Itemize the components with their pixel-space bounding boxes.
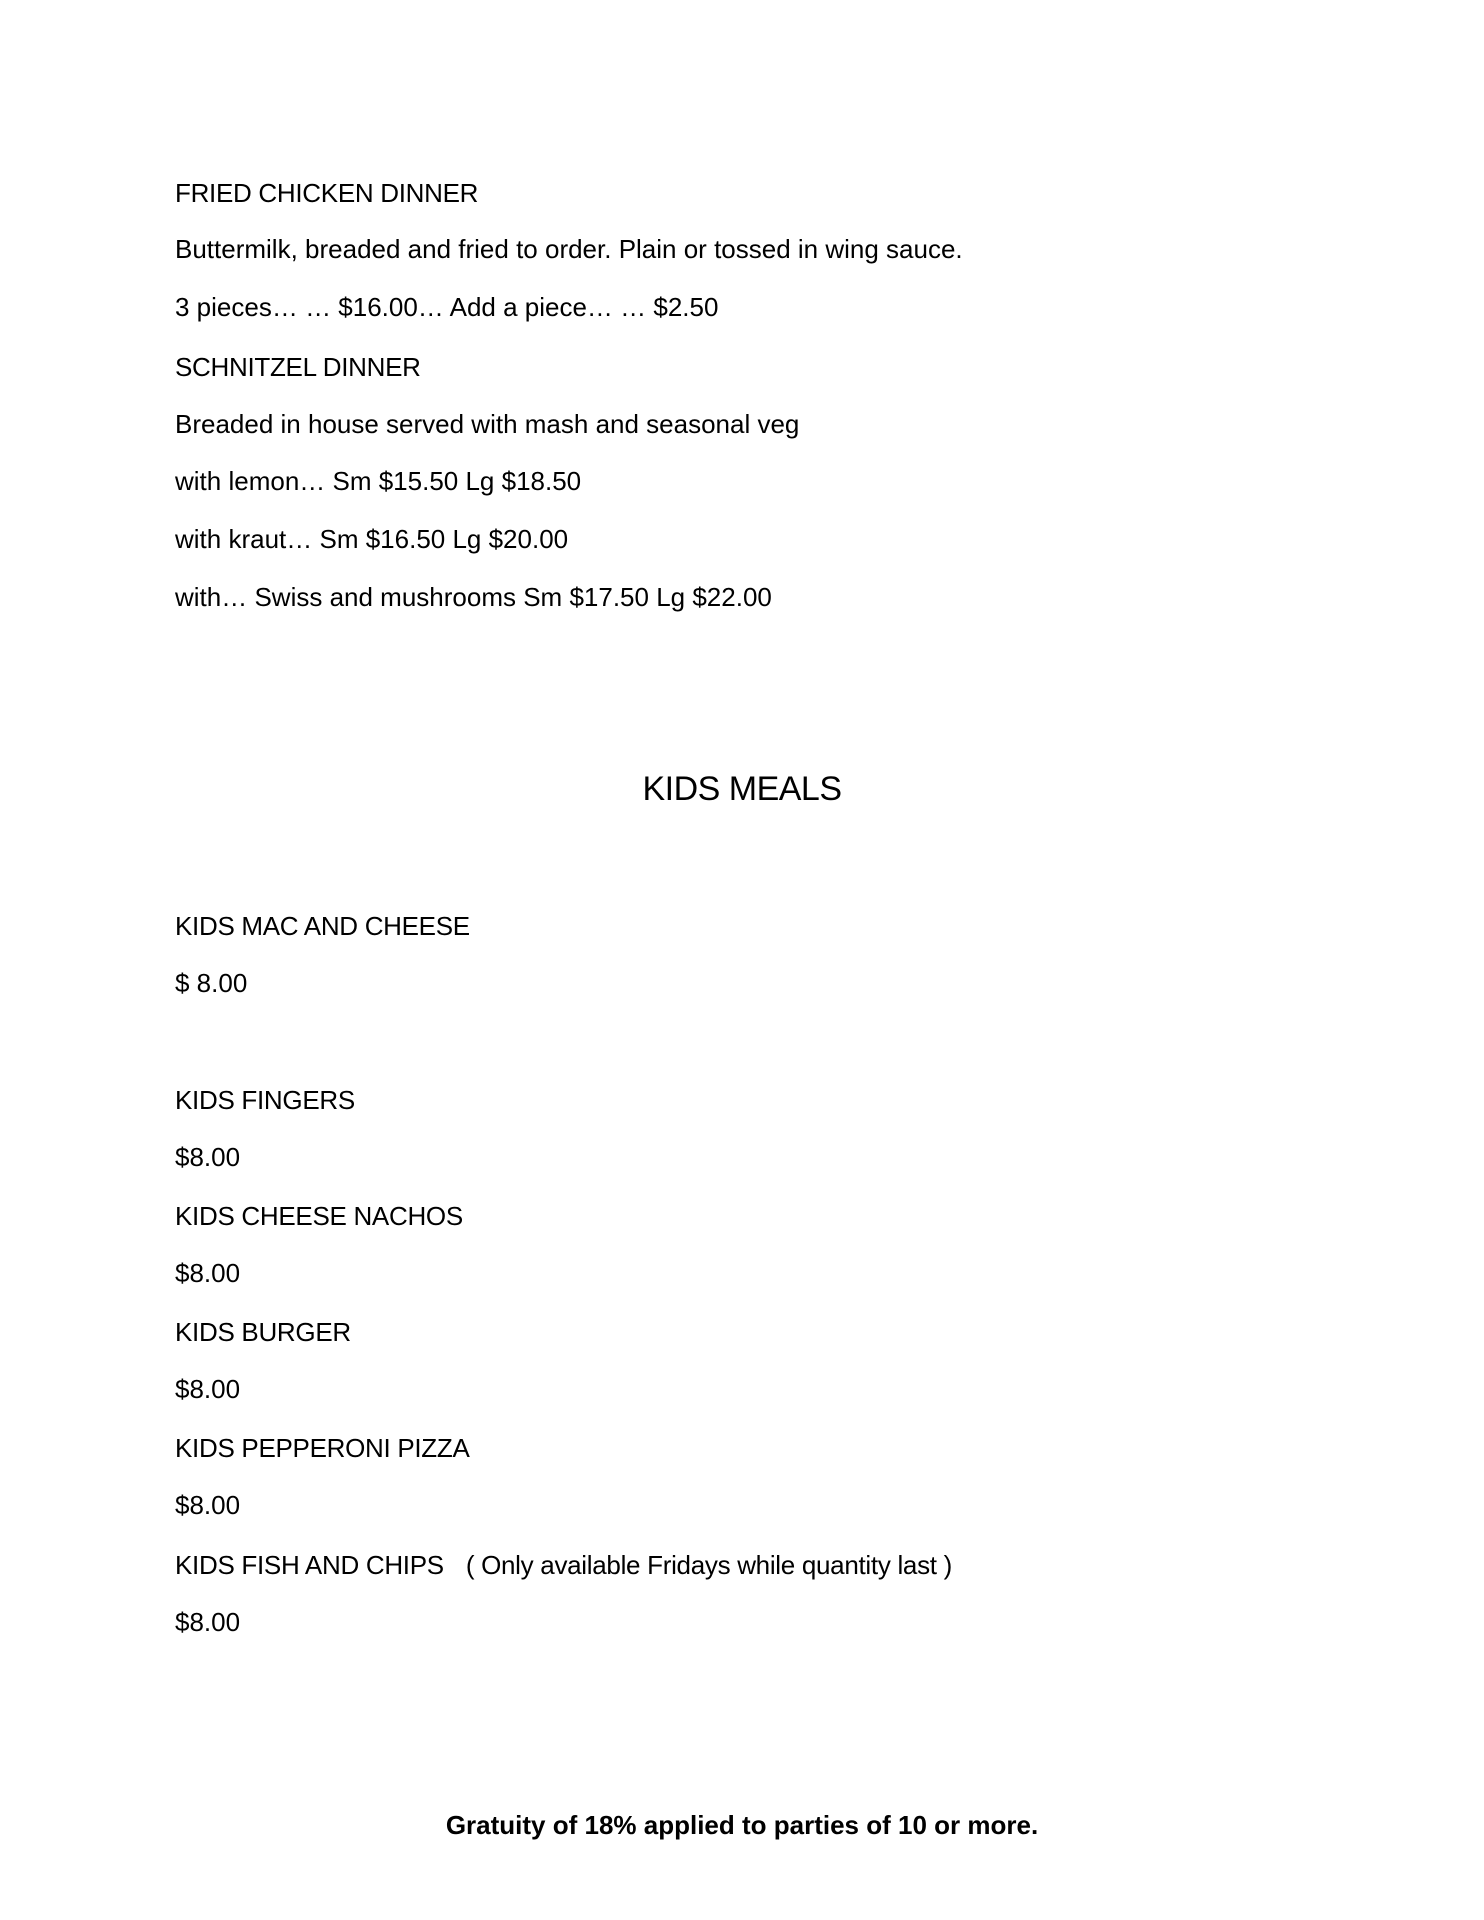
fried-chicken-title: FRIED CHICKEN DINNER — [175, 178, 479, 208]
kids-nachos-title: KIDS CHEESE NACHOS — [175, 1201, 463, 1231]
schnitzel-option-swiss: with… Swiss and mushrooms Sm $17.50 Lg $22.00 — [175, 582, 772, 612]
kids-mac-price: $ 8.00 — [175, 968, 248, 998]
kids-burger-price: $8.00 — [175, 1374, 241, 1404]
kids-mac-title: KIDS MAC AND CHEESE — [175, 911, 470, 941]
schnitzel-description: Breaded in house served with mash and seasonal veg — [175, 409, 800, 439]
kids-fish-price: $8.00 — [175, 1607, 241, 1637]
kids-pizza-price: $8.00 — [175, 1490, 241, 1520]
schnitzel-option-kraut: with kraut… Sm $16.50 Lg $20.00 — [175, 524, 569, 554]
schnitzel-option-lemon: with lemon… Sm $15.50 Lg $18.50 — [175, 466, 582, 496]
kids-meals-title: KIDS MEALS — [642, 770, 842, 808]
kids-burger-title: KIDS BURGER — [175, 1317, 351, 1347]
schnitzel-title: SCHNITZEL DINNER — [175, 352, 421, 382]
kids-pizza-title: KIDS PEPPERONI PIZZA — [175, 1433, 470, 1463]
fried-chicken-price: 3 pieces… … $16.00… Add a piece… … $2.50 — [175, 292, 719, 322]
kids-fingers-price: $8.00 — [175, 1142, 241, 1172]
kids-fish-availability-note: ( Only available Fridays while quantity last ) — [465, 1550, 952, 1580]
kids-fish-title: KIDS FISH AND CHIPS — [175, 1550, 444, 1580]
fried-chicken-description: Buttermilk, breaded and fried to order. Plain or tossed in wing sauce. — [175, 234, 963, 264]
kids-fingers-title: KIDS FINGERS — [175, 1085, 355, 1115]
gratuity-notice: Gratuity of 18% applied to parties of 10 or more. — [445, 1810, 1039, 1840]
kids-fish-title-row — [175, 1552, 952, 1578]
kids-nachos-price: $8.00 — [175, 1258, 241, 1288]
